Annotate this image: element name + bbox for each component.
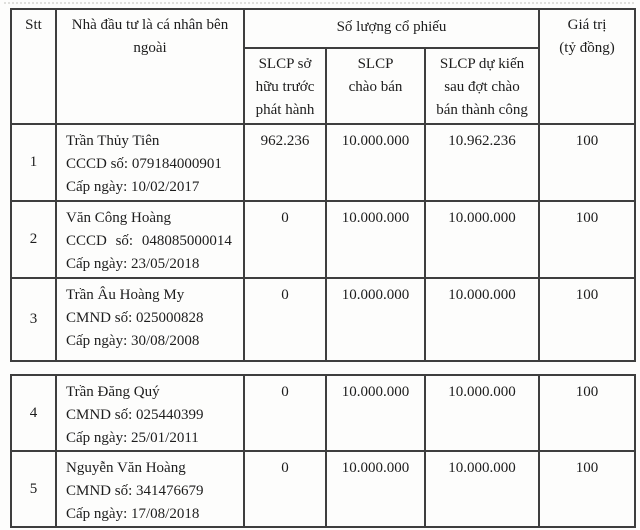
table-row bbox=[11, 278, 635, 361]
shares-after-cell: 10.000.000 bbox=[425, 201, 539, 278]
table-row bbox=[11, 201, 635, 278]
investor-issue-date: Cấp ngày: 10/02/2017 bbox=[66, 179, 200, 195]
investor-cell bbox=[56, 124, 244, 201]
header-shares-after: SLCP dự kiến sau đợt chào bán thành công bbox=[425, 48, 539, 124]
investor-id: CMND số: 341476679 bbox=[66, 483, 204, 499]
investor-issue-date: Cấp ngày: 25/01/2011 bbox=[66, 430, 199, 446]
shares-before-cell: 0 bbox=[244, 278, 326, 361]
header-shares-offered: SLCP chào bán bbox=[326, 48, 425, 124]
value-cell: 100 bbox=[539, 201, 635, 278]
row-number: 5 bbox=[11, 451, 56, 527]
investor-name: Trần Âu Hoàng My bbox=[66, 287, 185, 303]
row-number: 4 bbox=[11, 375, 56, 451]
investor-issue-date: Cấp ngày: 17/08/2018 bbox=[66, 506, 200, 522]
value-cell: 100 bbox=[539, 375, 635, 451]
row-number: 3 bbox=[11, 278, 56, 361]
header-row-top bbox=[11, 9, 635, 48]
header-value bbox=[539, 9, 635, 124]
investor-name: Văn Công Hoàng bbox=[66, 210, 171, 226]
header-value-line2: (tỷ đồng) bbox=[559, 40, 615, 56]
investor-cell bbox=[56, 201, 244, 278]
header-investor-line1: Nhà đầu tư là cá nhân bên bbox=[71, 17, 229, 33]
row-number: 2 bbox=[11, 201, 56, 278]
header-stt: Stt bbox=[11, 9, 56, 124]
investor-id: CMND số: 025440399 bbox=[66, 407, 204, 423]
investor-id: CCCD số: 048085000014 bbox=[66, 233, 232, 249]
header-investor-line2: ngoài bbox=[133, 40, 167, 56]
shares-after-cell: 10.000.000 bbox=[425, 278, 539, 361]
shares-offered-cell: 10.000.000 bbox=[326, 201, 425, 278]
shares-offered-cell: 10.000.000 bbox=[326, 451, 425, 527]
investor-cell bbox=[56, 451, 244, 527]
header-shares-group: Số lượng cổ phiếu bbox=[244, 9, 539, 48]
value-cell: 100 bbox=[539, 278, 635, 361]
investor-issue-date: Cấp ngày: 30/08/2008 bbox=[66, 333, 200, 349]
shares-offered-cell: 10.000.000 bbox=[326, 278, 425, 361]
shares-before-cell: 0 bbox=[244, 451, 326, 527]
shares-offered-cell: 10.000.000 bbox=[326, 375, 425, 451]
header-investor bbox=[56, 9, 244, 124]
shares-after-cell: 10.000.000 bbox=[425, 375, 539, 451]
value-cell: 100 bbox=[539, 124, 635, 201]
shares-offered-cell: 10.000.000 bbox=[326, 124, 425, 201]
header-shares-before: SLCP sở hữu trước phát hành bbox=[244, 48, 326, 124]
table-row bbox=[11, 375, 635, 451]
shares-before-cell: 962.236 bbox=[244, 124, 326, 201]
header-value-line1: Giá trị bbox=[567, 17, 607, 33]
section-gap bbox=[10, 362, 640, 374]
investor-id: CCCD số: 079184000901 bbox=[66, 156, 222, 172]
scan-artifact-line bbox=[4, 2, 634, 4]
shares-after-cell: 10.962.236 bbox=[425, 124, 539, 201]
share-offering-table-section-1 bbox=[10, 8, 636, 362]
investor-cell bbox=[56, 278, 244, 361]
investor-cell bbox=[56, 375, 244, 451]
investor-name: Trần Đăng Quý bbox=[66, 384, 160, 400]
investor-name: Nguyễn Văn Hoàng bbox=[66, 460, 186, 476]
investor-id: CMND số: 025000828 bbox=[66, 310, 204, 326]
investor-name: Trần Thủy Tiên bbox=[66, 133, 160, 149]
row-number: 1 bbox=[11, 124, 56, 201]
value-cell: 100 bbox=[539, 451, 635, 527]
table-row bbox=[11, 124, 635, 201]
table-row bbox=[11, 451, 635, 527]
shares-before-cell: 0 bbox=[244, 201, 326, 278]
shares-before-cell: 0 bbox=[244, 375, 326, 451]
share-offering-table-section-2 bbox=[10, 374, 636, 528]
investor-issue-date: Cấp ngày: 23/05/2018 bbox=[66, 256, 200, 272]
shares-after-cell: 10.000.000 bbox=[425, 451, 539, 527]
